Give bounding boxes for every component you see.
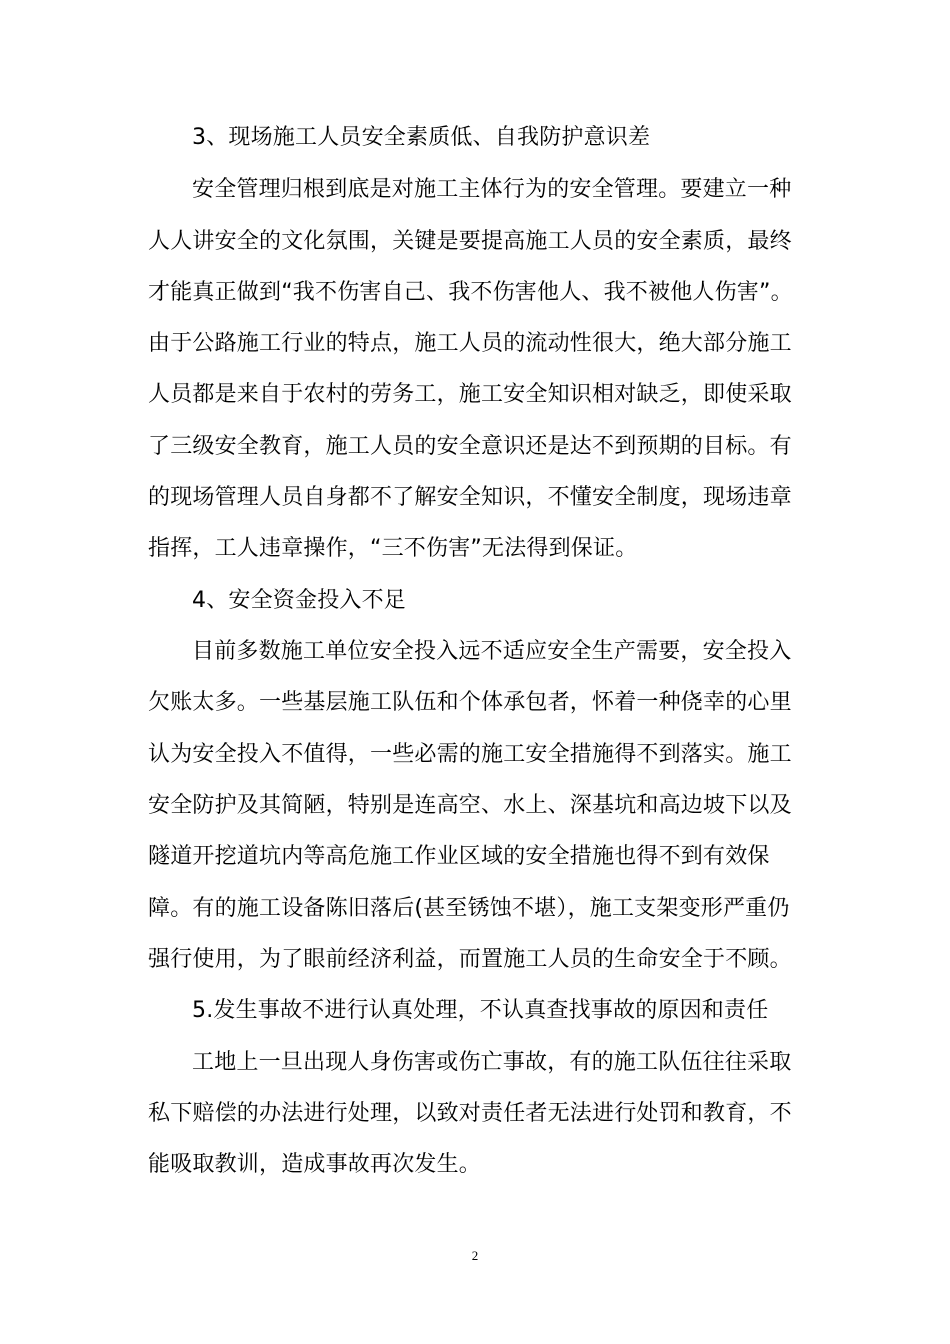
paragraph-line: 才能真正做到“我不伤害自己、我不伤害他人、我不被他人伤害”。: [148, 280, 793, 305]
paragraph-line: 安全管理归根到底是对施工主体行为的安全管理。要建立一种: [192, 177, 792, 202]
paragraph-line: 隧道开挖道坑内等高危施工作业区域的安全措施也得不到有效保: [148, 844, 770, 869]
section-3-heading: 3、现场施工人员安全素质低、自我防护意识差: [192, 125, 651, 150]
paragraph-line: 了三级安全教育，施工人员的安全意识还是达不到预期的目标。有: [148, 434, 792, 459]
paragraph-line: 目前多数施工单位安全投入远不适应安全生产需要，安全投入: [192, 639, 792, 664]
paragraph-line: 人员都是来自于农村的劳务工，施工安全知识相对缺乏，即使采取: [148, 382, 792, 407]
paragraph-line: 障。有的施工设备陈旧落后(甚至锈蚀不堪），施工支架变形严重仍: [148, 896, 790, 921]
paragraph-line: 指挥，工人违章操作，“三不伤害”无法得到保证。: [148, 536, 638, 561]
section-5-heading: 5.发生事故不进行认真处理，不认真查找事故的原因和责任: [192, 998, 769, 1023]
paragraph-line: 安全防护及其简陋，特别是连高空、水上、深基坑和高边坡下以及: [148, 793, 792, 818]
section-4-heading: 4、安全资金投入不足: [192, 588, 406, 613]
paragraph-line: 欠账太多。一些基层施工队伍和个体承包者，怀着一种侥幸的心里: [148, 690, 792, 715]
paragraph-line: 人人讲安全的文化氛围，关键是要提高施工人员的安全素质，最终: [148, 229, 792, 254]
paragraph-line: 认为安全投入不值得，一些必需的施工安全措施得不到落实。施工: [148, 742, 792, 767]
paragraph-line: 私下赔偿的办法进行处理，以致对责任者无法进行处罚和教育，不: [148, 1101, 792, 1126]
paragraph-line: 能吸取教训，造成事故再次发生。: [148, 1152, 482, 1177]
paragraph-line: 由于公路施工行业的特点，施工人员的流动性很大，绝大部分施工: [148, 331, 792, 356]
page-number: 2: [471, 1248, 479, 1263]
paragraph-line: 强行使用，为了眼前经济利益，而置施工人员的生命安全于不顾。: [148, 947, 792, 972]
paragraph-line: 工地上一旦出现人身伤害或伤亡事故，有的施工队伍往往采取: [192, 1050, 792, 1075]
paragraph-line: 的现场管理人员自身都不了解安全知识，不懂安全制度，现场违章: [148, 485, 792, 510]
